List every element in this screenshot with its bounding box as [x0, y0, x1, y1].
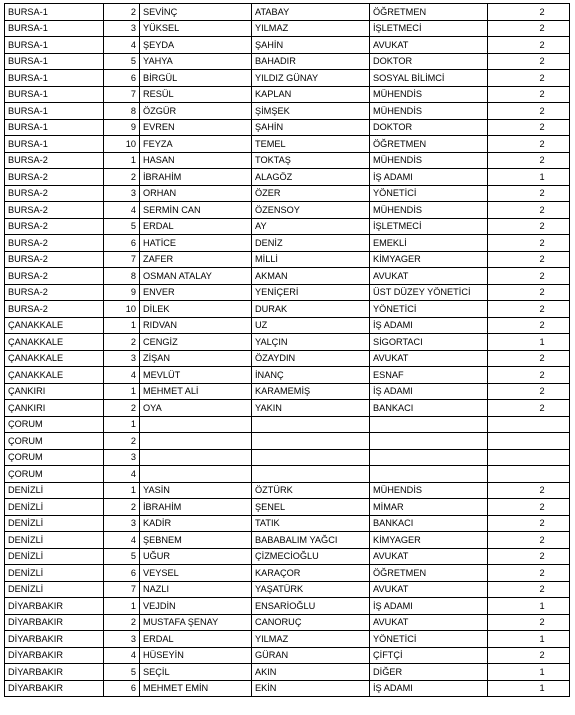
code-cell: 2 [488, 482, 570, 499]
province-cell: BURSA-2 [5, 169, 104, 186]
code-cell: 2 [488, 4, 570, 21]
last-name-cell: ÖZTÜRK [252, 482, 370, 499]
rank-cell: 4 [104, 367, 140, 384]
profession-cell [370, 433, 488, 450]
table-row [5, 136, 570, 153]
code-cell: 2 [488, 614, 570, 631]
table-row [5, 598, 570, 615]
code-cell: 1 [488, 631, 570, 648]
province-cell: BURSA-2 [5, 218, 104, 235]
table-row [5, 4, 570, 21]
code-cell: 2 [488, 383, 570, 400]
first-name-cell: HASAN [140, 152, 252, 169]
code-cell: 2 [488, 581, 570, 598]
profession-cell: ÖĞRETMEN [370, 136, 488, 153]
code-cell: 1 [488, 680, 570, 697]
last-name-cell: KAPLAN [252, 86, 370, 103]
first-name-cell: BİRGÜL [140, 70, 252, 87]
code-cell: 2 [488, 202, 570, 219]
last-name-cell: YALÇIN [252, 334, 370, 351]
table-row [5, 235, 570, 252]
profession-cell: ÖĞRETMEN [370, 565, 488, 582]
last-name-cell: ŞAHİN [252, 119, 370, 136]
rank-cell: 4 [104, 647, 140, 664]
code-cell: 2 [488, 37, 570, 54]
province-cell: BURSA-1 [5, 136, 104, 153]
rank-cell: 6 [104, 235, 140, 252]
rank-cell: 9 [104, 284, 140, 301]
first-name-cell: SERMİN CAN [140, 202, 252, 219]
first-name-cell: YASİN [140, 482, 252, 499]
table-row [5, 680, 570, 697]
last-name-cell: GÜRAN [252, 647, 370, 664]
rank-cell: 4 [104, 466, 140, 483]
profession-cell: AVUKAT [370, 37, 488, 54]
last-name-cell: AKIN [252, 664, 370, 681]
province-cell: DENİZLİ [5, 532, 104, 549]
first-name-cell: ÖZGÜR [140, 103, 252, 120]
rank-cell: 3 [104, 20, 140, 37]
first-name-cell: HATİCE [140, 235, 252, 252]
province-cell: ÇANKIRI [5, 400, 104, 417]
last-name-cell: YENİÇERİ [252, 284, 370, 301]
last-name-cell: YILMAZ [252, 20, 370, 37]
profession-cell: AVUKAT [370, 350, 488, 367]
last-name-cell: ÖZENSOY [252, 202, 370, 219]
code-cell: 2 [488, 284, 570, 301]
rank-cell: 8 [104, 103, 140, 120]
profession-cell: AVUKAT [370, 581, 488, 598]
rank-cell: 2 [104, 400, 140, 417]
last-name-cell: KARAMEMİŞ [252, 383, 370, 400]
province-cell: DENİZLİ [5, 499, 104, 516]
table-row [5, 664, 570, 681]
last-name-cell: BAHADIR [252, 53, 370, 70]
code-cell: 2 [488, 317, 570, 334]
last-name-cell: DURAK [252, 301, 370, 318]
table-row [5, 515, 570, 532]
profession-cell: MÜHENDİS [370, 86, 488, 103]
table-row [5, 581, 570, 598]
table-row [5, 416, 570, 433]
province-cell: ÇORUM [5, 466, 104, 483]
rank-cell: 1 [104, 152, 140, 169]
code-cell: 2 [488, 70, 570, 87]
first-name-cell: YAHYA [140, 53, 252, 70]
code-cell: 2 [488, 251, 570, 268]
province-cell: DİYARBAKIR [5, 631, 104, 648]
last-name-cell: TATIK [252, 515, 370, 532]
first-name-cell: İBRAHİM [140, 499, 252, 516]
province-cell: BURSA-1 [5, 20, 104, 37]
table-row [5, 400, 570, 417]
province-cell: ÇANKIRI [5, 383, 104, 400]
province-cell: BURSA-1 [5, 53, 104, 70]
rank-cell: 6 [104, 70, 140, 87]
code-cell: 2 [488, 268, 570, 285]
province-cell: BURSA-2 [5, 301, 104, 318]
province-cell: BURSA-2 [5, 268, 104, 285]
profession-cell: İŞLETMECİ [370, 218, 488, 235]
code-cell: 2 [488, 367, 570, 384]
profession-cell: YÖNETİCİ [370, 301, 488, 318]
rank-cell: 3 [104, 350, 140, 367]
table-row [5, 532, 570, 549]
first-name-cell [140, 449, 252, 466]
last-name-cell: DENİZ [252, 235, 370, 252]
profession-cell: MÜHENDİS [370, 202, 488, 219]
table-row [5, 251, 570, 268]
last-name-cell: BABABALIM YAĞCI [252, 532, 370, 549]
first-name-cell: CENGİZ [140, 334, 252, 351]
profession-cell [370, 449, 488, 466]
code-cell: 2 [488, 350, 570, 367]
candidate-table [4, 3, 570, 697]
province-cell: BURSA-1 [5, 37, 104, 54]
code-cell: 1 [488, 664, 570, 681]
profession-cell: İŞ ADAMI [370, 169, 488, 186]
last-name-cell: AKMAN [252, 268, 370, 285]
province-cell: BURSA-2 [5, 251, 104, 268]
last-name-cell: ÖZER [252, 185, 370, 202]
rank-cell: 3 [104, 449, 140, 466]
province-cell: ÇORUM [5, 449, 104, 466]
table-row [5, 37, 570, 54]
first-name-cell: MEVLÜT [140, 367, 252, 384]
table-row [5, 20, 570, 37]
rank-cell: 2 [104, 614, 140, 631]
last-name-cell: YILMAZ [252, 631, 370, 648]
first-name-cell: ZİŞAN [140, 350, 252, 367]
province-cell: ÇANAKKALE [5, 350, 104, 367]
rank-cell: 7 [104, 251, 140, 268]
rank-cell: 4 [104, 37, 140, 54]
candidate-table-body [5, 4, 570, 697]
table-row [5, 565, 570, 582]
province-cell: BURSA-2 [5, 185, 104, 202]
first-name-cell: İBRAHİM [140, 169, 252, 186]
table-row [5, 119, 570, 136]
last-name-cell: YILDIZ GÜNAY [252, 70, 370, 87]
province-cell: DİYARBAKIR [5, 680, 104, 697]
province-cell: BURSA-1 [5, 4, 104, 21]
last-name-cell: YAŞATÜRK [252, 581, 370, 598]
rank-cell: 10 [104, 301, 140, 318]
table-row [5, 631, 570, 648]
code-cell: 2 [488, 136, 570, 153]
table-row [5, 284, 570, 301]
province-cell: ÇANAKKALE [5, 334, 104, 351]
last-name-cell: ŞAHİN [252, 37, 370, 54]
rank-cell: 3 [104, 185, 140, 202]
profession-cell: ESNAF [370, 367, 488, 384]
rank-cell: 3 [104, 631, 140, 648]
first-name-cell: VEJDİN [140, 598, 252, 615]
province-cell: DİYARBAKIR [5, 647, 104, 664]
code-cell: 2 [488, 218, 570, 235]
last-name-cell: ÖZAYDIN [252, 350, 370, 367]
rank-cell: 1 [104, 383, 140, 400]
rank-cell: 1 [104, 416, 140, 433]
first-name-cell: OSMAN ATALAY [140, 268, 252, 285]
rank-cell: 6 [104, 680, 140, 697]
first-name-cell: DİLEK [140, 301, 252, 318]
profession-cell: AVUKAT [370, 614, 488, 631]
first-name-cell: RIDVAN [140, 317, 252, 334]
table-row [5, 70, 570, 87]
rank-cell: 5 [104, 664, 140, 681]
province-cell: BURSA-2 [5, 235, 104, 252]
province-cell: DENİZLİ [5, 565, 104, 582]
first-name-cell: ERDAL [140, 218, 252, 235]
code-cell: 2 [488, 119, 570, 136]
province-cell: BURSA-1 [5, 70, 104, 87]
code-cell: 2 [488, 499, 570, 516]
table-row [5, 53, 570, 70]
code-cell: 2 [488, 103, 570, 120]
first-name-cell: KADİR [140, 515, 252, 532]
table-row [5, 647, 570, 664]
province-cell: BURSA-1 [5, 86, 104, 103]
code-cell: 2 [488, 235, 570, 252]
last-name-cell: MİLLİ [252, 251, 370, 268]
first-name-cell: ŞEBNEM [140, 532, 252, 549]
first-name-cell: SEÇİL [140, 664, 252, 681]
table-row [5, 86, 570, 103]
rank-cell: 2 [104, 433, 140, 450]
code-cell: 2 [488, 515, 570, 532]
first-name-cell [140, 466, 252, 483]
profession-cell: AVUKAT [370, 268, 488, 285]
table-row [5, 433, 570, 450]
last-name-cell: ŞENEL [252, 499, 370, 516]
rank-cell: 1 [104, 317, 140, 334]
table-row [5, 202, 570, 219]
first-name-cell: FEYZA [140, 136, 252, 153]
first-name-cell: EVREN [140, 119, 252, 136]
profession-cell: İŞ ADAMI [370, 598, 488, 615]
code-cell: 2 [488, 185, 570, 202]
province-cell: DENİZLİ [5, 581, 104, 598]
table-row [5, 499, 570, 516]
code-cell [488, 466, 570, 483]
code-cell: 2 [488, 565, 570, 582]
table-row [5, 383, 570, 400]
rank-cell: 1 [104, 482, 140, 499]
profession-cell: KİMYAGER [370, 251, 488, 268]
province-cell: ÇANAKKALE [5, 367, 104, 384]
table-row [5, 334, 570, 351]
last-name-cell: EKİN [252, 680, 370, 697]
last-name-cell: AY [252, 218, 370, 235]
last-name-cell: ALAGÖZ [252, 169, 370, 186]
first-name-cell: ENVER [140, 284, 252, 301]
first-name-cell: NAZLI [140, 581, 252, 598]
rank-cell: 1 [104, 598, 140, 615]
rank-cell: 5 [104, 548, 140, 565]
profession-cell: ÖĞRETMEN [370, 4, 488, 21]
table-row [5, 185, 570, 202]
first-name-cell: VEYSEL [140, 565, 252, 582]
code-cell: 2 [488, 647, 570, 664]
last-name-cell: TOKTAŞ [252, 152, 370, 169]
province-cell: BURSA-2 [5, 202, 104, 219]
table-row [5, 103, 570, 120]
code-cell [488, 416, 570, 433]
table-row [5, 482, 570, 499]
table-row [5, 367, 570, 384]
last-name-cell [252, 433, 370, 450]
profession-cell [370, 416, 488, 433]
first-name-cell [140, 433, 252, 450]
profession-cell: EMEKLİ [370, 235, 488, 252]
profession-cell: MÜHENDİS [370, 152, 488, 169]
code-cell: 2 [488, 20, 570, 37]
profession-cell: ÇİFTÇİ [370, 647, 488, 664]
profession-cell: SİGORTACI [370, 334, 488, 351]
province-cell: DİYARBAKIR [5, 598, 104, 615]
rank-cell: 3 [104, 515, 140, 532]
code-cell: 2 [488, 400, 570, 417]
profession-cell: İŞLETMECİ [370, 20, 488, 37]
last-name-cell: İNANÇ [252, 367, 370, 384]
rank-cell: 7 [104, 581, 140, 598]
code-cell: 1 [488, 598, 570, 615]
first-name-cell: MEHMET EMİN [140, 680, 252, 697]
rank-cell: 5 [104, 218, 140, 235]
province-cell: BURSA-2 [5, 152, 104, 169]
profession-cell: DİĞER [370, 664, 488, 681]
profession-cell: ÜST DÜZEY YÖNETİCİ [370, 284, 488, 301]
table-row [5, 218, 570, 235]
profession-cell: KİMYAGER [370, 532, 488, 549]
first-name-cell: SEVİNÇ [140, 4, 252, 21]
code-cell: 2 [488, 86, 570, 103]
province-cell: DENİZLİ [5, 482, 104, 499]
last-name-cell: UZ [252, 317, 370, 334]
profession-cell: İŞ ADAMI [370, 383, 488, 400]
last-name-cell: ATABAY [252, 4, 370, 21]
first-name-cell: OYA [140, 400, 252, 417]
rank-cell: 4 [104, 532, 140, 549]
code-cell [488, 433, 570, 450]
first-name-cell: ŞEYDA [140, 37, 252, 54]
province-cell: DİYARBAKIR [5, 614, 104, 631]
rank-cell: 2 [104, 499, 140, 516]
province-cell: BURSA-2 [5, 284, 104, 301]
profession-cell: MİMAR [370, 499, 488, 516]
rank-cell: 5 [104, 53, 140, 70]
table-row [5, 350, 570, 367]
last-name-cell: TEMEL [252, 136, 370, 153]
code-cell: 1 [488, 169, 570, 186]
profession-cell: SOSYAL BİLİMCİ [370, 70, 488, 87]
first-name-cell: YÜKSEL [140, 20, 252, 37]
province-cell: ÇORUM [5, 433, 104, 450]
profession-cell: BANKACI [370, 515, 488, 532]
first-name-cell: ERDAL [140, 631, 252, 648]
province-cell: DENİZLİ [5, 515, 104, 532]
code-cell [488, 449, 570, 466]
rank-cell: 2 [104, 4, 140, 21]
province-cell: BURSA-1 [5, 103, 104, 120]
profession-cell: İŞ ADAMI [370, 317, 488, 334]
profession-cell: MÜHENDİS [370, 482, 488, 499]
table-row [5, 317, 570, 334]
code-cell: 2 [488, 301, 570, 318]
profession-cell: DOKTOR [370, 119, 488, 136]
table-row [5, 268, 570, 285]
first-name-cell: ORHAN [140, 185, 252, 202]
profession-cell: BANKACI [370, 400, 488, 417]
province-cell: DENİZLİ [5, 548, 104, 565]
profession-cell: MÜHENDİS [370, 103, 488, 120]
table-row [5, 301, 570, 318]
profession-cell: İŞ ADAMI [370, 680, 488, 697]
first-name-cell: ZAFER [140, 251, 252, 268]
province-cell: ÇANAKKALE [5, 317, 104, 334]
table-row [5, 169, 570, 186]
table-row [5, 449, 570, 466]
rank-cell: 9 [104, 119, 140, 136]
province-cell: BURSA-1 [5, 119, 104, 136]
code-cell: 2 [488, 548, 570, 565]
rank-cell: 4 [104, 202, 140, 219]
first-name-cell: UĞUR [140, 548, 252, 565]
first-name-cell: MUSTAFA ŞENAY [140, 614, 252, 631]
province-cell: DİYARBAKIR [5, 664, 104, 681]
first-name-cell [140, 416, 252, 433]
last-name-cell: KARAÇOR [252, 565, 370, 582]
table-row [5, 614, 570, 631]
last-name-cell: YAKIN [252, 400, 370, 417]
profession-cell: YÖNETİCİ [370, 631, 488, 648]
table-row [5, 466, 570, 483]
rank-cell: 2 [104, 334, 140, 351]
profession-cell: AVUKAT [370, 548, 488, 565]
code-cell: 1 [488, 334, 570, 351]
profession-cell: YÖNETİCİ [370, 185, 488, 202]
code-cell: 2 [488, 152, 570, 169]
last-name-cell [252, 416, 370, 433]
rank-cell: 8 [104, 268, 140, 285]
last-name-cell [252, 449, 370, 466]
last-name-cell: ENSARİOĞLU [252, 598, 370, 615]
rank-cell: 6 [104, 565, 140, 582]
last-name-cell: ÇİZMECİOĞLU [252, 548, 370, 565]
last-name-cell: CANORUÇ [252, 614, 370, 631]
profession-cell [370, 466, 488, 483]
last-name-cell: ŞİMŞEK [252, 103, 370, 120]
rank-cell: 10 [104, 136, 140, 153]
code-cell: 2 [488, 532, 570, 549]
province-cell: ÇORUM [5, 416, 104, 433]
first-name-cell: HÜSEYİN [140, 647, 252, 664]
first-name-cell: MEHMET ALİ [140, 383, 252, 400]
rank-cell: 7 [104, 86, 140, 103]
table-row [5, 152, 570, 169]
last-name-cell [252, 466, 370, 483]
profession-cell: DOKTOR [370, 53, 488, 70]
table-row [5, 548, 570, 565]
code-cell: 2 [488, 53, 570, 70]
rank-cell: 2 [104, 169, 140, 186]
first-name-cell: RESÜL [140, 86, 252, 103]
